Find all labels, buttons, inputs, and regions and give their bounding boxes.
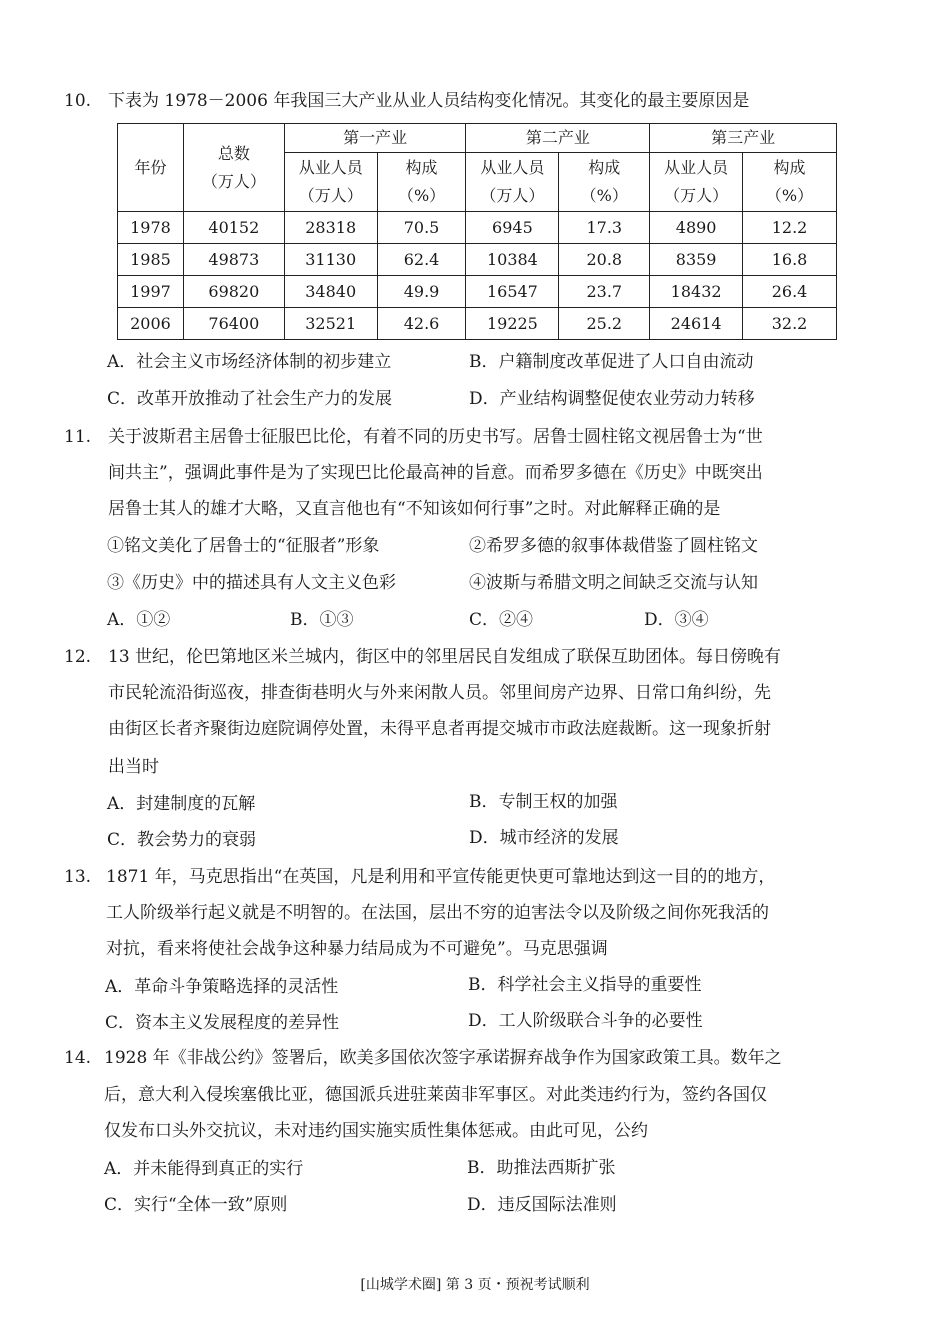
question-stem-line: 工人阶级举行起义就是不明智的。在法国，层出不穷的迫害法令以及阶级之间你死我活的 xyxy=(106,903,769,923)
question-number: 11. xyxy=(64,427,92,447)
table-cell: 26.4 xyxy=(743,276,837,308)
question-stem-line: 出当时 xyxy=(108,757,159,777)
employment-structure-table xyxy=(117,123,837,340)
header-workers-label: 从业人员 xyxy=(298,158,363,177)
option-c[interactable]: C．②④ xyxy=(469,610,534,630)
statement-3: ③《历史》中的描述具有人文主义色彩 xyxy=(107,573,396,593)
option-c[interactable]: C．实行“全体一致”原则 xyxy=(104,1195,288,1215)
option-b[interactable]: B．科学社会主义指导的重要性 xyxy=(468,975,702,995)
header-total-label: 总数 xyxy=(217,143,250,163)
table-cell: 49.9 xyxy=(377,276,466,308)
table-cell: 10384 xyxy=(466,244,559,276)
question-stem-line: 由街区长者齐聚街边庭院调停处置，未得平息者再提交城市市政法庭裁断。这一现象折射 xyxy=(108,719,771,739)
table-cell: 25.2 xyxy=(559,308,650,340)
table-cell: 8359 xyxy=(650,244,743,276)
header-year: 年份 xyxy=(118,124,184,212)
table-cell: 18432 xyxy=(650,276,743,308)
option-a[interactable]: A．革命斗争策略选择的灵活性 xyxy=(105,977,339,997)
option-c[interactable]: C．改革开放推动了社会生产力的发展 xyxy=(107,389,393,409)
table-cell: 12.2 xyxy=(743,212,837,244)
table-row xyxy=(118,308,837,340)
question-stem-line: 1928 年《非战公约》签署后，欧美多国依次签字承诺摒弃战争作为国家政策工具。数年之 xyxy=(104,1048,782,1068)
option-d[interactable]: D．③④ xyxy=(644,610,709,630)
table-row xyxy=(118,276,837,308)
header-workers-unit: （万人） xyxy=(664,186,729,205)
statement-1: ①铭文美化了居鲁士的“征服者”形象 xyxy=(107,536,380,556)
statement-4: ④波斯与希腊文明之间缺乏交流与认知 xyxy=(469,573,758,593)
header-share-label: 构成 xyxy=(405,158,438,177)
header-workers xyxy=(284,153,377,212)
header-share-unit: （%） xyxy=(580,186,628,205)
page-footer: [山城学术圈] 第 3 页・预祝考试顺利 xyxy=(360,1277,590,1293)
question-stem-line: 仅发布口头外交抗议，未对违约国实施实质性集体惩戒。由此可见，公约 xyxy=(104,1121,648,1141)
table-cell: 32.2 xyxy=(743,308,837,340)
question-number: 14. xyxy=(64,1048,92,1068)
table-cell: 1978 xyxy=(118,212,184,244)
table-cell: 1997 xyxy=(118,276,184,308)
header-total xyxy=(183,124,284,212)
table-cell: 62.4 xyxy=(377,244,466,276)
header-tertiary-industry: 第三产业 xyxy=(650,124,837,153)
header-workers xyxy=(466,153,559,212)
question-stem-line: 关于波斯君主居鲁士征服巴比伦，有着不同的历史书写。居鲁士圆柱铭文视居鲁士为“世 xyxy=(108,427,763,447)
option-d[interactable]: D．违反国际法准则 xyxy=(467,1195,617,1215)
header-workers-unit: （万人） xyxy=(480,186,545,205)
table-cell: 32521 xyxy=(284,308,377,340)
table-cell: 6945 xyxy=(466,212,559,244)
header-workers-label: 从业人员 xyxy=(664,158,729,177)
header-share xyxy=(559,153,650,212)
header-share-unit: （%） xyxy=(397,186,446,205)
header-share-unit: （%） xyxy=(765,186,814,205)
option-c[interactable]: C．教会势力的衰弱 xyxy=(107,830,257,850)
option-a[interactable]: A．社会主义市场经济体制的初步建立 xyxy=(107,352,392,372)
table-cell: 24614 xyxy=(650,308,743,340)
question-stem-line: 1871 年，马克思指出“在英国，凡是利用和平宣传能更快更可靠地达到这一目的的地方， xyxy=(106,867,776,887)
question-stem-line: 市民轮流沿街巡夜，排查街巷明火与外来闲散人员。邻里间房产边界、日常口角纠纷，先 xyxy=(108,683,771,703)
option-c[interactable]: C．资本主义发展程度的差异性 xyxy=(105,1013,340,1033)
table-cell: 4890 xyxy=(650,212,743,244)
header-secondary-industry: 第二产业 xyxy=(466,124,650,153)
option-a[interactable]: A．封建制度的瓦解 xyxy=(107,794,256,814)
table-cell: 17.3 xyxy=(559,212,650,244)
question-stem: 下表为 1978－2006 年我国三大产业从业人员结构变化情况。其变化的最主要原因是 xyxy=(108,91,750,111)
option-d[interactable]: D．产业结构调整促使农业劳动力转移 xyxy=(469,389,755,409)
option-d[interactable]: D．城市经济的发展 xyxy=(469,828,619,848)
table-cell: 70.5 xyxy=(377,212,466,244)
table-row xyxy=(118,244,837,276)
table-cell: 1985 xyxy=(118,244,184,276)
question-number: 10. xyxy=(64,91,92,111)
option-b[interactable]: B．助推法西斯扩张 xyxy=(467,1158,616,1178)
header-share-label: 构成 xyxy=(588,158,621,177)
option-b[interactable]: B．①③ xyxy=(290,610,354,630)
table-cell: 16.8 xyxy=(743,244,837,276)
question-stem-line: 居鲁士其人的雄才大略，又直言他也有“不知该如何行事”之时。对此解释正确的是 xyxy=(108,499,721,519)
table-cell: 28318 xyxy=(284,212,377,244)
question-stem-line: 13 世纪，伦巴第地区米兰城内，街区中的邻里居民自发组成了联保互助团体。每日傍晚有 xyxy=(108,647,782,667)
header-workers-unit: （万人） xyxy=(298,186,363,205)
option-a[interactable]: A．①② xyxy=(107,610,171,630)
option-b[interactable]: B．户籍制度改革促进了人口自由流动 xyxy=(469,352,754,372)
table-cell: 40152 xyxy=(183,212,284,244)
table-cell: 34840 xyxy=(284,276,377,308)
table-cell: 20.8 xyxy=(559,244,650,276)
header-share xyxy=(377,153,466,212)
table-cell: 76400 xyxy=(183,308,284,340)
option-b[interactable]: B．专制王权的加强 xyxy=(469,792,618,812)
table-cell: 19225 xyxy=(466,308,559,340)
table-cell: 49873 xyxy=(183,244,284,276)
header-workers xyxy=(650,153,743,212)
statement-2: ②希罗多德的叙事体裁借鉴了圆柱铭文 xyxy=(469,536,758,556)
table-cell: 16547 xyxy=(466,276,559,308)
option-a[interactable]: A．并未能得到真正的实行 xyxy=(104,1159,304,1179)
table-cell: 2006 xyxy=(118,308,184,340)
table-cell: 31130 xyxy=(284,244,377,276)
table-row xyxy=(118,212,837,244)
table-cell: 42.6 xyxy=(377,308,466,340)
header-total-unit: （万人） xyxy=(201,171,266,191)
header-share-label: 构成 xyxy=(773,158,806,177)
question-stem-line: 间共主”，强调此事件是为了实现巴比伦最高神的旨意。而希罗多德在《历史》中既突出 xyxy=(108,463,763,483)
header-primary-industry: 第一产业 xyxy=(284,124,466,153)
question-number: 13. xyxy=(64,867,92,887)
table-cell: 23.7 xyxy=(559,276,650,308)
header-workers-label: 从业人员 xyxy=(480,158,545,177)
table-cell: 69820 xyxy=(183,276,284,308)
question-number: 12. xyxy=(64,647,92,667)
question-stem-line: 对抗，看来将使社会战争这种暴力结局成为不可避免”。马克思强调 xyxy=(106,939,608,959)
option-d[interactable]: D．工人阶级联合斗争的必要性 xyxy=(468,1011,703,1031)
header-share xyxy=(743,153,837,212)
question-stem-line: 后，意大利入侵埃塞俄比亚，德国派兵进驻莱茵非军事区。对此类违约行为，签约各国仅 xyxy=(104,1085,767,1105)
